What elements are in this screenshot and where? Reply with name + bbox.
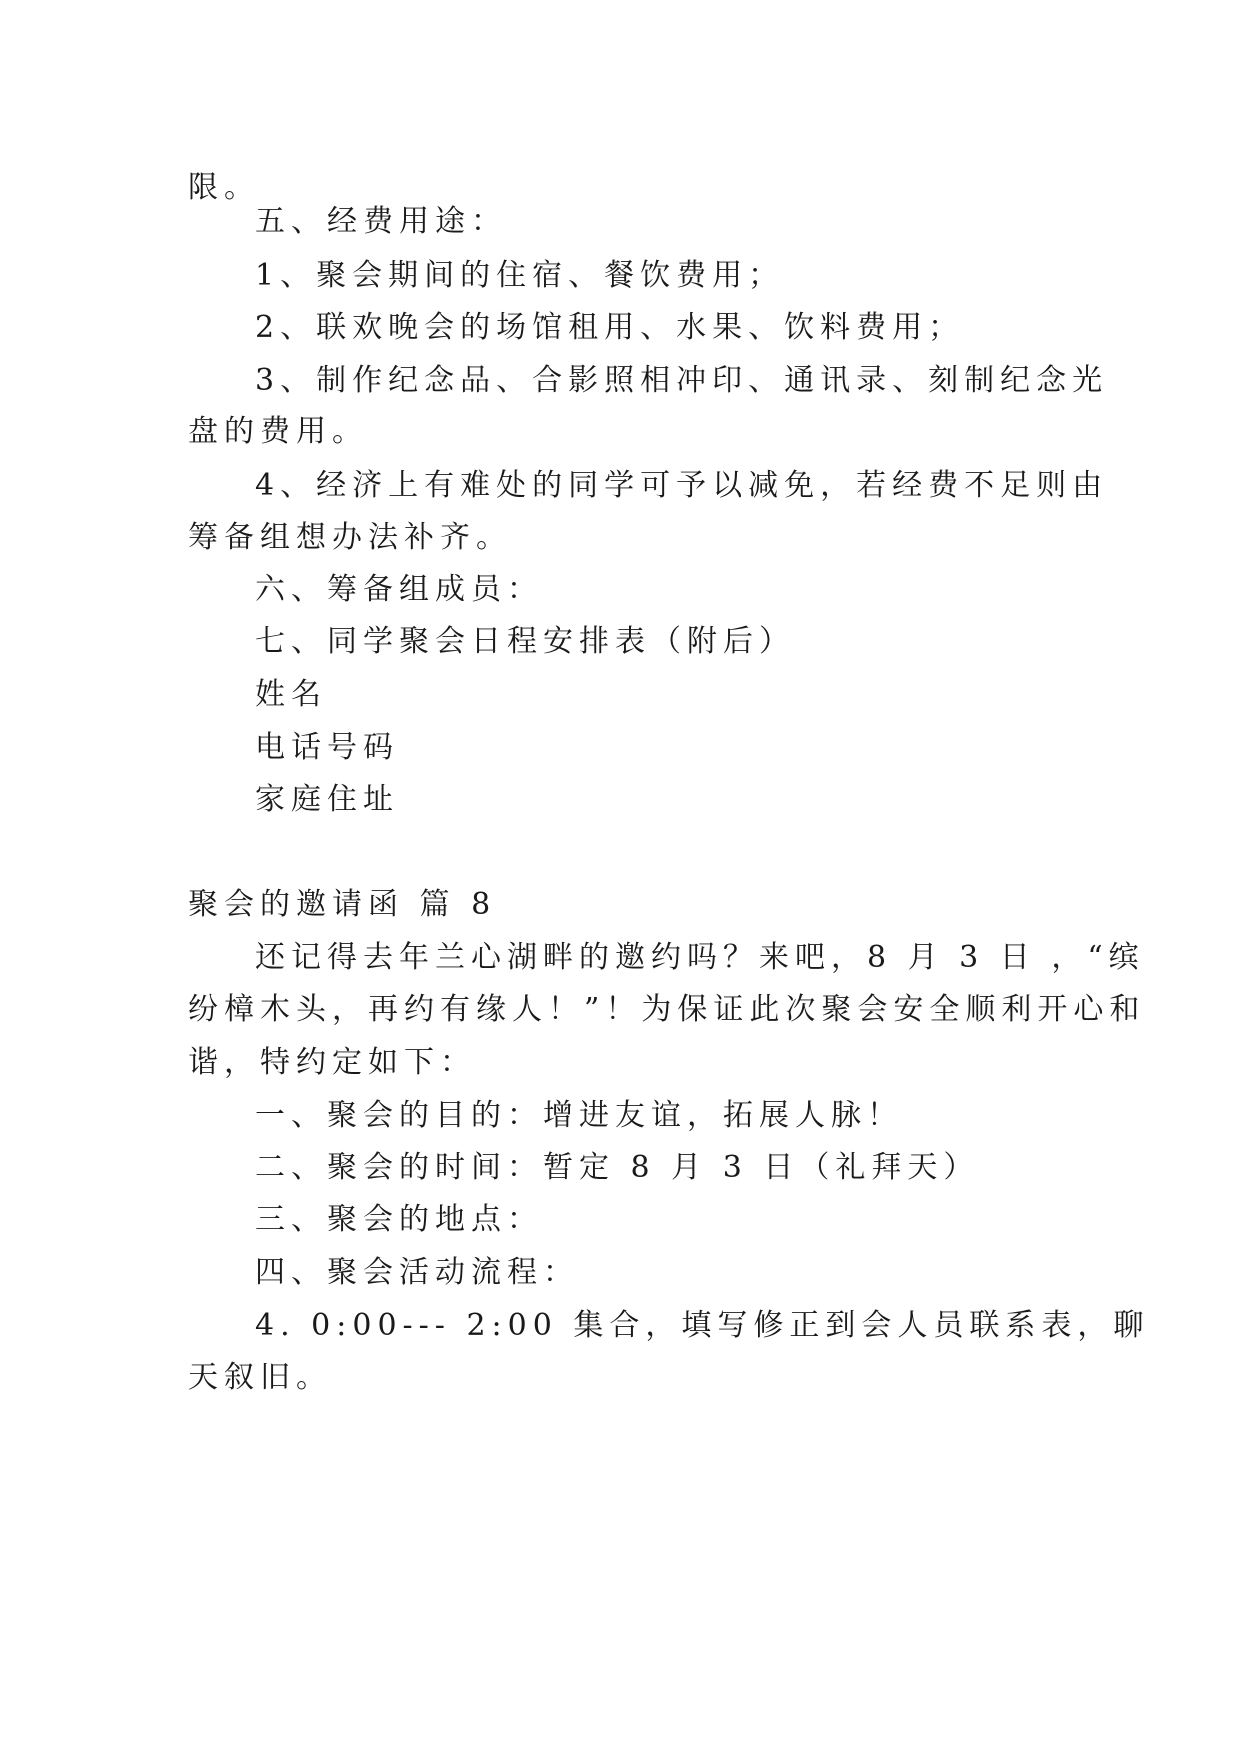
text-line: 1、聚会期间的住宿、餐饮费用； [255,258,785,293]
text-line: 还记得去年兰心湖畔的邀约吗？来吧，8 月 3 日 ，“缤 [255,940,1145,975]
text-line: 盘的费用。 [188,414,368,449]
text-line: 筹备组想办法补齐。 [188,520,512,555]
text-line: 3、制作纪念品、合影照相冲印、通讯录、刻制纪念光 [255,363,1109,398]
text-line: 家庭住址 [255,782,399,817]
text-line: 姓名 [255,677,327,712]
text-line: 4. 0:00--- 2:00 集合，填写修正到会人员联系表，聊 [255,1308,1150,1343]
text-line: 电话号码 [255,730,399,765]
section-heading: 七、同学聚会日程安排表（附后） [255,624,795,659]
text-line: 限。 [188,170,260,205]
text-line: 4、经济上有难处的同学可予以减免，若经费不足则由 [255,468,1109,503]
section-heading: 六、筹备组成员： [255,572,543,607]
section-heading: 五、经费用途： [255,204,507,239]
text-line: 纷樟木头，再约有缘人！”！为保证此次聚会安全顺利开心和 [188,992,1146,1027]
section-heading: 三、聚会的地点： [255,1202,543,1237]
section-heading: 一、聚会的目的：增进友谊，拓展人脉！ [255,1098,903,1133]
article-title: 聚会的邀请函 篇 8 [188,887,497,922]
text-line: 天叙旧。 [188,1360,332,1395]
section-heading: 二、聚会的时间：暂定 8 月 3 日（礼拜天） [255,1150,980,1185]
section-heading: 四、聚会活动流程： [255,1255,579,1290]
text-line: 2、联欢晚会的场馆租用、水果、饮料费用； [255,310,965,345]
text-line: 谐，特约定如下： [188,1045,476,1080]
